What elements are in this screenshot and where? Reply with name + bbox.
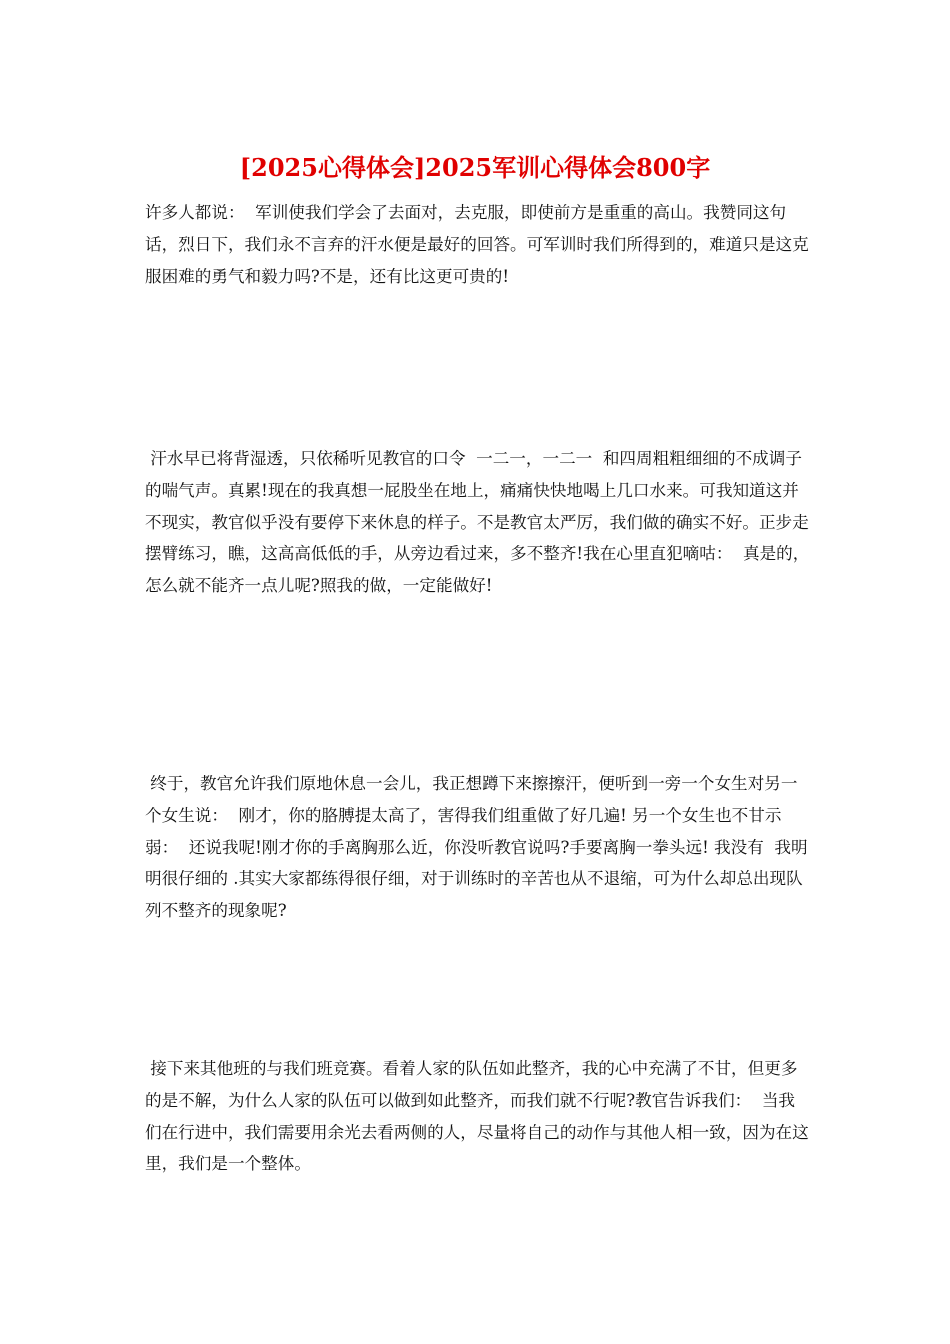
paragraph-2: 汗水早已将背湿透，只依稀听见教官的口令 一二一，一二一 和四周粗粗细细的不成调子的喘气声。真累!现在的我真想一屁股坐在地上，痛痛快快地喝上几口水来。可我知道这并不现实，教官似乎没有要停下来休息的样子。不是教官太严厉，我们做的确实不好。正步走摆臂练习，瞧，这高高低低的手，从旁边看过来，多不整齐!我在心里直犯嘀咕： 真是的，怎么就不能齐一点儿呢?照我的做，一定能做好! xyxy=(145,449,810,596)
paragraph-1: 许多人都说： 军训使我们学会了去面对，去克服，即使前方是重重的高山。我赞同这句话，烈日下，我们永不言弃的汗水便是最好的回答。可军训时我们所得到的，难道只是这克服困难的勇气和毅力吗?不是，还有比这更可贵的! xyxy=(145,203,809,286)
paragraph-3: 终于，教官允许我们原地休息一会儿，我正想蹲下来擦擦汗，便听到一旁一个女生对另一个女生说： 刚才，你的胳膊提太高了，害得我们组重做了好几遍! 另一个女生也不甘示弱： 还说我呢!刚才你的手离胸那么近，你没听教官说吗?手要离胸一拳头远! 我没有 我明明很仔细的 .其实大家都练得很仔细，对于训练时的辛苦也从不退缩，可为什么却总出现队列不整齐的现象呢? xyxy=(145,774,808,921)
document-title: [2025心得体会]2025军训心得体会800字 xyxy=(239,153,711,182)
paragraph-4: 接下来其他班的与我们班竞赛。看着人家的队伍如此整齐，我的心中充满了不甘，但更多的是不解，为什么人家的队伍可以做到如此整齐，而我们就不行呢?教官告诉我们： 当我们在行进中，我们需要用余光去看两侧的人，尽量将自己的动作与其他人相一致，因为在这里，我们是一个整体。 xyxy=(145,1059,809,1174)
